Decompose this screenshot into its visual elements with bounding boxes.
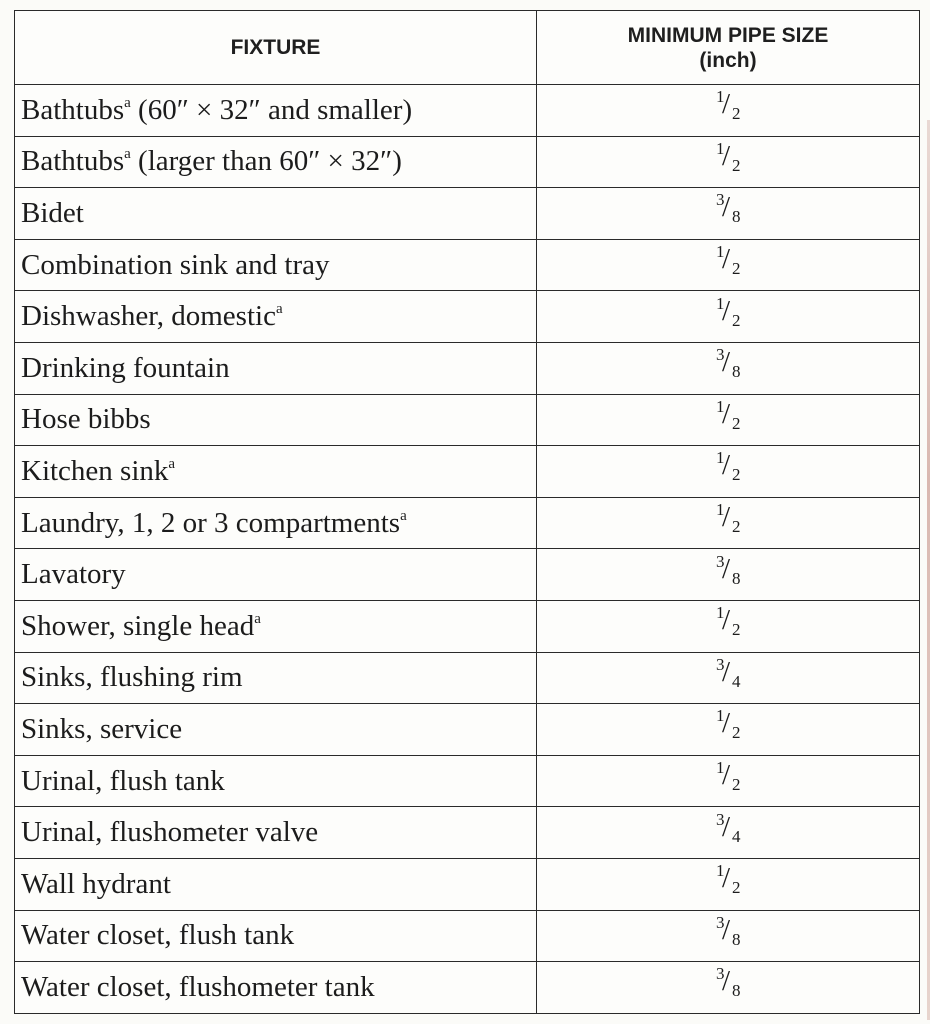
table-row <box>15 342 920 394</box>
fixture-cell <box>15 188 537 240</box>
fixture-name: Bidet <box>21 196 84 229</box>
table-row <box>15 858 920 910</box>
fixture-name: Sinks, service <box>21 712 183 745</box>
table-row <box>15 704 920 756</box>
fraction-slash: / <box>722 191 731 224</box>
fraction-numerator: 1 <box>716 293 725 313</box>
pipe-size-cell <box>537 652 920 704</box>
fraction-slash: / <box>722 655 731 688</box>
fraction-numerator: 1 <box>716 242 725 262</box>
fraction-denominator: 2 <box>732 517 741 537</box>
pipe-size-cell <box>537 755 920 807</box>
fraction-denominator: 2 <box>732 104 741 124</box>
pipe-size-cell <box>537 807 920 859</box>
fixture-name: Wall hydrant <box>21 867 171 900</box>
fraction-denominator: 2 <box>732 155 741 175</box>
fraction-numerator: 1 <box>716 396 725 416</box>
fixture-pipe-size-table-container <box>14 10 919 1014</box>
fraction-denominator: 4 <box>732 826 741 846</box>
pipe-size-fraction <box>713 914 743 950</box>
table-row <box>15 85 920 137</box>
fraction-slash: / <box>722 88 731 121</box>
pipe-size-fraction <box>713 656 743 692</box>
fixture-cell <box>15 962 537 1014</box>
pipe-size-fraction <box>713 553 743 589</box>
footnote-marker: a <box>124 146 131 163</box>
table-row <box>15 807 920 859</box>
fixture-cell <box>15 291 537 343</box>
fraction-denominator: 2 <box>732 723 741 743</box>
table-row <box>15 549 920 601</box>
pipe-size-fraction <box>713 811 743 847</box>
pipe-size-cell <box>537 549 920 601</box>
fixture-name: Hose bibbs <box>21 403 151 436</box>
fixture-cell <box>15 136 537 188</box>
pipe-size-cell <box>537 188 920 240</box>
fraction-numerator: 1 <box>716 500 725 520</box>
fixture-name: Combination sink and tray <box>21 248 330 281</box>
fixture-name: Kitchen sink <box>21 454 169 487</box>
table-row <box>15 394 920 446</box>
footnote-marker: a <box>254 610 261 627</box>
fixture-name: Urinal, flush tank <box>21 764 225 797</box>
fixture-name: Lavatory <box>21 558 126 591</box>
pipe-size-fraction <box>713 862 743 898</box>
pipe-size-fraction <box>713 604 743 640</box>
fixture-name: Water closet, flush tank <box>21 919 295 952</box>
fraction-numerator: 3 <box>716 345 725 365</box>
fixture-name: Water closet, flushometer tank <box>21 970 375 1003</box>
table-row <box>15 291 920 343</box>
table-row <box>15 497 920 549</box>
fixture-cell <box>15 85 537 137</box>
fixture-cell <box>15 497 537 549</box>
fixture-cell <box>15 755 537 807</box>
pipe-size-column-header <box>537 11 920 85</box>
pipe-size-fraction <box>713 501 743 537</box>
pipe-size-cell <box>537 136 920 188</box>
fixture-name: Shower, single head <box>21 609 255 642</box>
fraction-denominator: 8 <box>732 981 741 1001</box>
pipe-size-header-unit: (inch) <box>699 48 757 72</box>
table-body <box>15 85 920 1014</box>
fraction-denominator: 8 <box>732 929 741 949</box>
fraction-numerator: 1 <box>716 861 725 881</box>
table-row <box>15 652 920 704</box>
fraction-numerator: 1 <box>716 603 725 623</box>
table-header <box>15 11 920 85</box>
fraction-numerator: 1 <box>716 706 725 726</box>
fraction-denominator: 2 <box>732 775 741 795</box>
fixture-cell <box>15 704 537 756</box>
fixture-name: Urinal, flushometer valve <box>21 816 319 849</box>
pipe-size-header-title: MINIMUM PIPE SIZE <box>627 23 829 47</box>
pipe-size-fraction <box>713 346 743 382</box>
fraction-numerator: 1 <box>716 758 725 778</box>
footnote-marker: a <box>168 455 176 472</box>
table-row <box>15 136 920 188</box>
fraction-denominator: 2 <box>732 620 741 640</box>
pipe-size-fraction <box>713 398 743 434</box>
fraction-numerator: 3 <box>716 654 725 674</box>
table-row <box>15 755 920 807</box>
fraction-slash: / <box>722 397 731 430</box>
fraction-denominator: 2 <box>732 878 741 898</box>
fraction-denominator: 2 <box>732 310 741 330</box>
fraction-slash: / <box>722 139 731 172</box>
fraction-denominator: 2 <box>732 259 741 279</box>
pipe-size-fraction <box>713 191 743 227</box>
pipe-size-fraction <box>713 759 743 795</box>
table-row <box>15 910 920 962</box>
fraction-numerator: 1 <box>716 448 725 468</box>
fixture-pipe-size-table <box>14 10 920 1014</box>
fraction-denominator: 8 <box>732 362 741 382</box>
fixture-name: Sinks, flushing rim <box>21 661 243 694</box>
pipe-size-cell <box>537 497 920 549</box>
pipe-size-cell <box>537 291 920 343</box>
header-row <box>15 11 920 85</box>
fraction-denominator: 4 <box>732 671 741 691</box>
pipe-size-fraction <box>713 449 743 485</box>
fixture-cell <box>15 600 537 652</box>
pipe-size-cell <box>537 600 920 652</box>
fraction-slash: / <box>722 346 731 379</box>
pipe-size-fraction <box>713 295 743 331</box>
fixture-name: Bathtubs <box>21 93 125 126</box>
fraction-denominator: 2 <box>732 465 741 485</box>
fixture-name: Bathtubs <box>21 145 125 178</box>
fixture-cell <box>15 239 537 291</box>
fixture-cell <box>15 807 537 859</box>
fraction-slash: / <box>722 965 731 998</box>
footnote-marker: a <box>400 507 407 524</box>
pipe-size-fraction <box>713 707 743 743</box>
pipe-size-cell <box>537 394 920 446</box>
fixture-size-qualifier: (larger than 60″ × 32″) <box>130 145 402 178</box>
pipe-size-fraction <box>713 88 743 124</box>
fixture-column-header: FIXTURE <box>15 11 537 85</box>
fraction-slash: / <box>722 759 731 792</box>
footnote-marker: a <box>275 301 283 318</box>
fixture-cell <box>15 446 537 498</box>
fraction-slash: / <box>722 294 731 327</box>
fraction-numerator: 3 <box>716 912 725 932</box>
fixture-cell <box>15 910 537 962</box>
table-row <box>15 600 920 652</box>
footnote-marker: a <box>124 94 131 111</box>
fraction-slash: / <box>722 449 731 482</box>
fraction-numerator: 3 <box>716 964 725 984</box>
fraction-numerator: 3 <box>716 551 725 571</box>
fraction-slash: / <box>722 913 731 946</box>
fraction-numerator: 3 <box>716 190 725 210</box>
pipe-size-cell <box>537 446 920 498</box>
fraction-numerator: 1 <box>716 138 725 158</box>
fixture-name: Drinking fountain <box>21 351 230 384</box>
fraction-slash: / <box>722 552 731 585</box>
pipe-size-cell <box>537 858 920 910</box>
fraction-denominator: 2 <box>732 413 741 433</box>
fraction-slash: / <box>722 243 731 276</box>
table-row <box>15 188 920 240</box>
fraction-slash: / <box>722 604 731 637</box>
fixture-cell <box>15 652 537 704</box>
fixture-name: Laundry, 1, 2 or 3 compartments <box>21 506 401 539</box>
table-row <box>15 446 920 498</box>
fraction-numerator: 3 <box>716 809 725 829</box>
fixture-cell <box>15 858 537 910</box>
fixture-cell <box>15 549 537 601</box>
pipe-size-fraction <box>713 140 743 176</box>
fixture-cell <box>15 394 537 446</box>
fixture-size-qualifier: (60″ × 32″ and smaller) <box>130 93 413 126</box>
pipe-size-cell <box>537 704 920 756</box>
fraction-slash: / <box>722 862 731 895</box>
fraction-slash: / <box>722 707 731 740</box>
pipe-size-cell <box>537 962 920 1014</box>
pipe-size-fraction <box>713 965 743 1001</box>
table-row <box>15 962 920 1014</box>
fixture-name: Dishwasher, domestic <box>21 300 276 333</box>
pipe-size-cell <box>537 85 920 137</box>
fraction-denominator: 8 <box>732 207 741 227</box>
pipe-size-cell <box>537 342 920 394</box>
fraction-numerator: 1 <box>716 87 725 107</box>
pipe-size-cell <box>537 239 920 291</box>
pipe-size-cell <box>537 910 920 962</box>
fraction-denominator: 8 <box>732 568 741 588</box>
fixture-cell <box>15 342 537 394</box>
pipe-size-fraction <box>713 243 743 279</box>
fraction-slash: / <box>722 501 731 534</box>
fraction-slash: / <box>722 810 731 843</box>
table-row <box>15 239 920 291</box>
